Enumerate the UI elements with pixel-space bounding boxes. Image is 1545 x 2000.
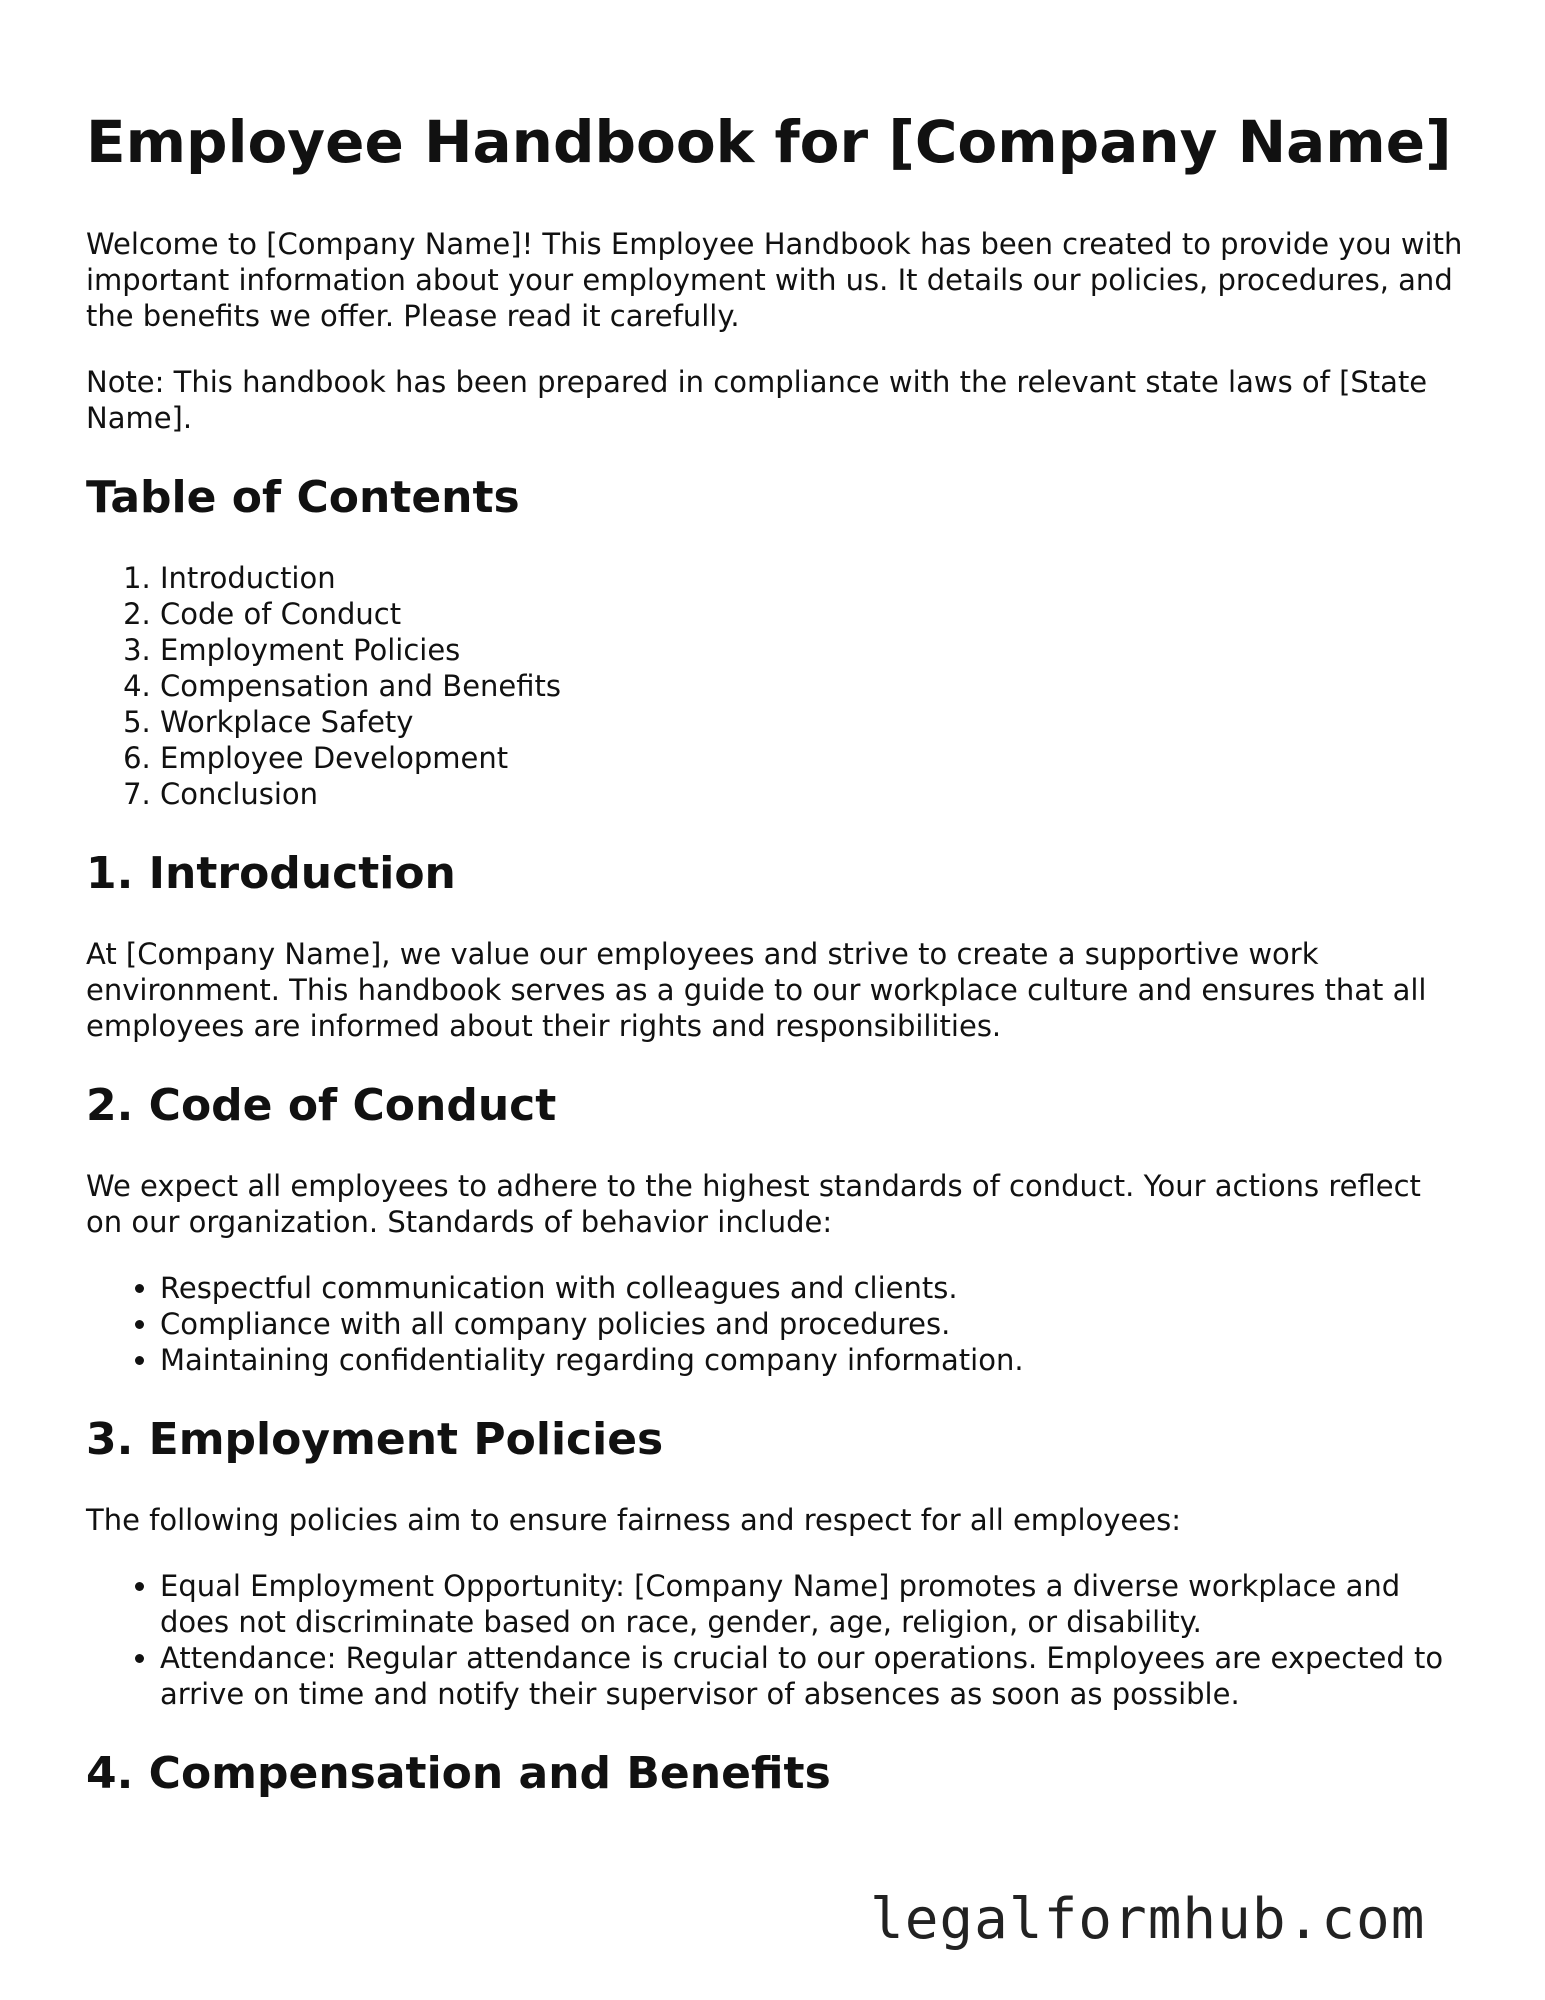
document-page	[86, 108, 1466, 1836]
list-item: • Respectful communication with colleagues and clients.	[160, 1270, 1466, 1306]
intro-paragraph: Welcome to [Company Name]! This Employee Handbook has been created to provide you with important information about your employment with us. It details our policies, procedures, and the benefits we offer. Please read it carefully.	[86, 227, 1463, 333]
list-item: • Attendance: Regular attendance is crucial to our operations. Employees are expected to arrive on time and notify their supervisor of absences as soon as possible.	[160, 1640, 1466, 1712]
toc-item: 5. Workplace Safety	[160, 704, 1466, 740]
section-heading-introduction: 1. Introduction	[86, 848, 456, 899]
toc-item: 1. Introduction	[160, 560, 1466, 596]
list-item: • Maintaining confidentiality regarding company information.	[160, 1342, 1466, 1378]
introduction-paragraph: At [Company Name], we value our employees and strive to create a supportive work environment. This handbook serves as a guide to our workplace culture and ensures that all employees are informed about their rights and responsibilities.	[86, 937, 1427, 1043]
document-title: Employee Handbook for [Company Name]	[86, 108, 1452, 176]
list-item: • Equal Employment Opportunity: [Company Name] promotes a diverse workplace and does not discriminate based on race, gender, age, religion, or disability.	[160, 1568, 1466, 1640]
policies-list	[86, 1568, 1466, 1712]
toc-item: 2. Code of Conduct	[160, 596, 1466, 632]
toc-item: 6. Employee Development	[160, 740, 1466, 776]
toc-item: 3. Employment Policies	[160, 632, 1466, 668]
section-heading-compensation: 4. Compensation and Benefits	[86, 1748, 831, 1799]
toc-list	[86, 560, 1466, 812]
employment-policies-paragraph: The following policies aim to ensure fairness and respect for all employees:	[86, 1503, 1181, 1537]
watermark: legalformhub.com	[870, 1887, 1426, 1952]
section-heading-code-of-conduct: 2. Code of Conduct	[86, 1080, 557, 1131]
list-item: • Compliance with all company policies and procedures.	[160, 1306, 1466, 1342]
note-paragraph: Note: This handbook has been prepared in compliance with the relevant state laws of [State Name].	[86, 365, 1428, 435]
toc-item: 7. Conclusion	[160, 776, 1466, 812]
section-heading-employment-policies: 3. Employment Policies	[86, 1414, 664, 1465]
toc-item: 4. Compensation and Benefits	[160, 668, 1466, 704]
conduct-list	[86, 1270, 1466, 1378]
code-of-conduct-paragraph: We expect all employees to adhere to the highest standards of conduct. Your actions reflect on our organization. Standards of behavior include:	[86, 1169, 1421, 1239]
toc-heading: Table of Contents	[86, 472, 520, 523]
